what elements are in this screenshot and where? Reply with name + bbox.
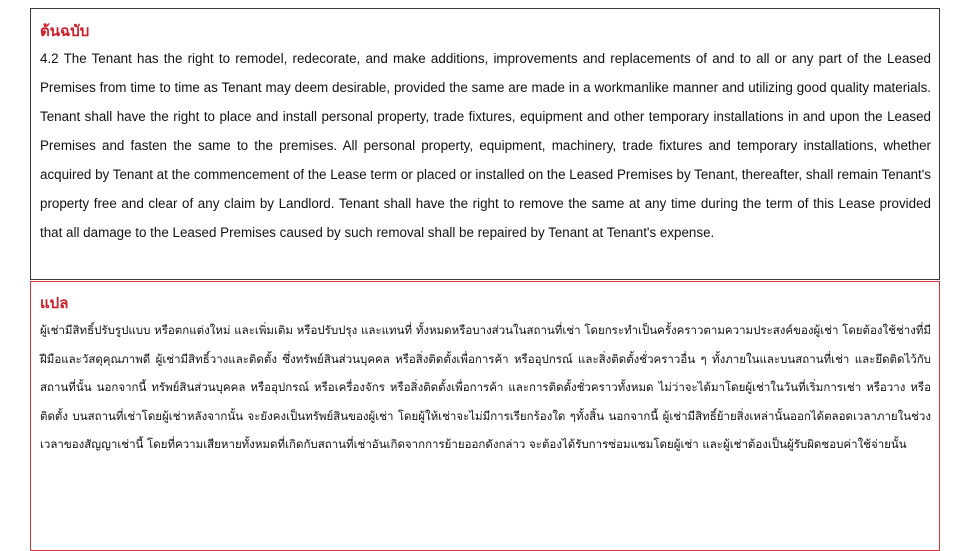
original-heading: ต้นฉบับ (40, 22, 90, 40)
translation-heading: แปล (40, 294, 69, 312)
original-paragraph: 4.2 The Tenant has the right to remodel, redecorate, and make additions, improvements and replacements of and to all or any part of the Leased Premises from time to time as Tenant may deem desirable, provided the same are made in a workmanlike manner and utilizing good quality materials. Tenant shall have the right to place and install personal property, trade fixtures, equipment and other temporary installations in and upon the Leased Premises and fasten the same to the premises. All personal property, equipment, machinery, trade fixtures and temporary installations, whether acquired by Tenant at the commencement of the Lease term or placed or installed on the Leased Premises by Tenant, thereafter, shall remain Tenant's property free and clear of any claim by Landlord. Tenant shall have the right to remove the same at any time during the term of this Lease provided that all damage to the Leased Premises caused by such removal shall be repaired by Tenant at Tenant's expense. (40, 51, 931, 240)
translation-panel (30, 281, 940, 551)
translation-paragraph: ผู้เช่ามีสิทธิ์ปรับรูปแบบ หรือตกแต่งใหม่ และเพิ่มเติม หรือปรับปรุง และแทนที่ ทั้งหมดหรือบางส่วนในสถานที่เช่า โดยกระทำเป็นครั้งคราวตามความประสงค์ของผู้เช่า โดยต้องใช้ช่างที่มีฝีมือและวัสดุคุณภาพดี ผู้เช่ามีสิทธิ์วางและติดตั้ง ซึ่งทรัพย์สินส่วนบุคคล หรือสิ่งติดตั้งเพื่อการค้า หรืออุปกรณ์ และสิ่งติดตั้งชั่วคราวอื่น ๆ ทั้งภายในและบนสถานที่เช่า และยึดติดไว้กับสถานที่นั้น นอกจากนี้ ทรัพย์สินส่วนบุคคล หรืออุปกรณ์ หรือเครื่องจักร หรือสิ่งติดตั้งเพื่อการค้า และการติดตั้งชั่วคราวทั้งหมด ไม่ว่าจะได้มาโดยผู้เช่าในวันที่เริ่มการเช่า หรือวาง หรือติดตั้ง บนสถานที่เช่าโดยผู้เช่าหลังจากนั้น จะยังคงเป็นทรัพย์สินของผู้เช่า โดยผู้ให้เช่าจะไม่มีการเรียกร้องใด ๆทั้งสิ้น นอกจากนี้ ผู้เช่ามีสิทธิ์ย้ายสิ่งเหล่านั้นออกได้ตลอดเวลาภายในช่วงเวลาของสัญญาเช่านี้ โดยที่ความเสียหายทั้งหมดที่เกิดกับสถานที่เช่าอันเกิดจากการย้ายออกดังกล่าว จะต้องได้รับการซ่อมแซมโดยผู้เช่า และผู้เช่าต้องเป็นผู้รับผิดชอบค่าใช้จ่ายนั้น (40, 323, 931, 451)
original-text-panel (30, 8, 940, 280)
